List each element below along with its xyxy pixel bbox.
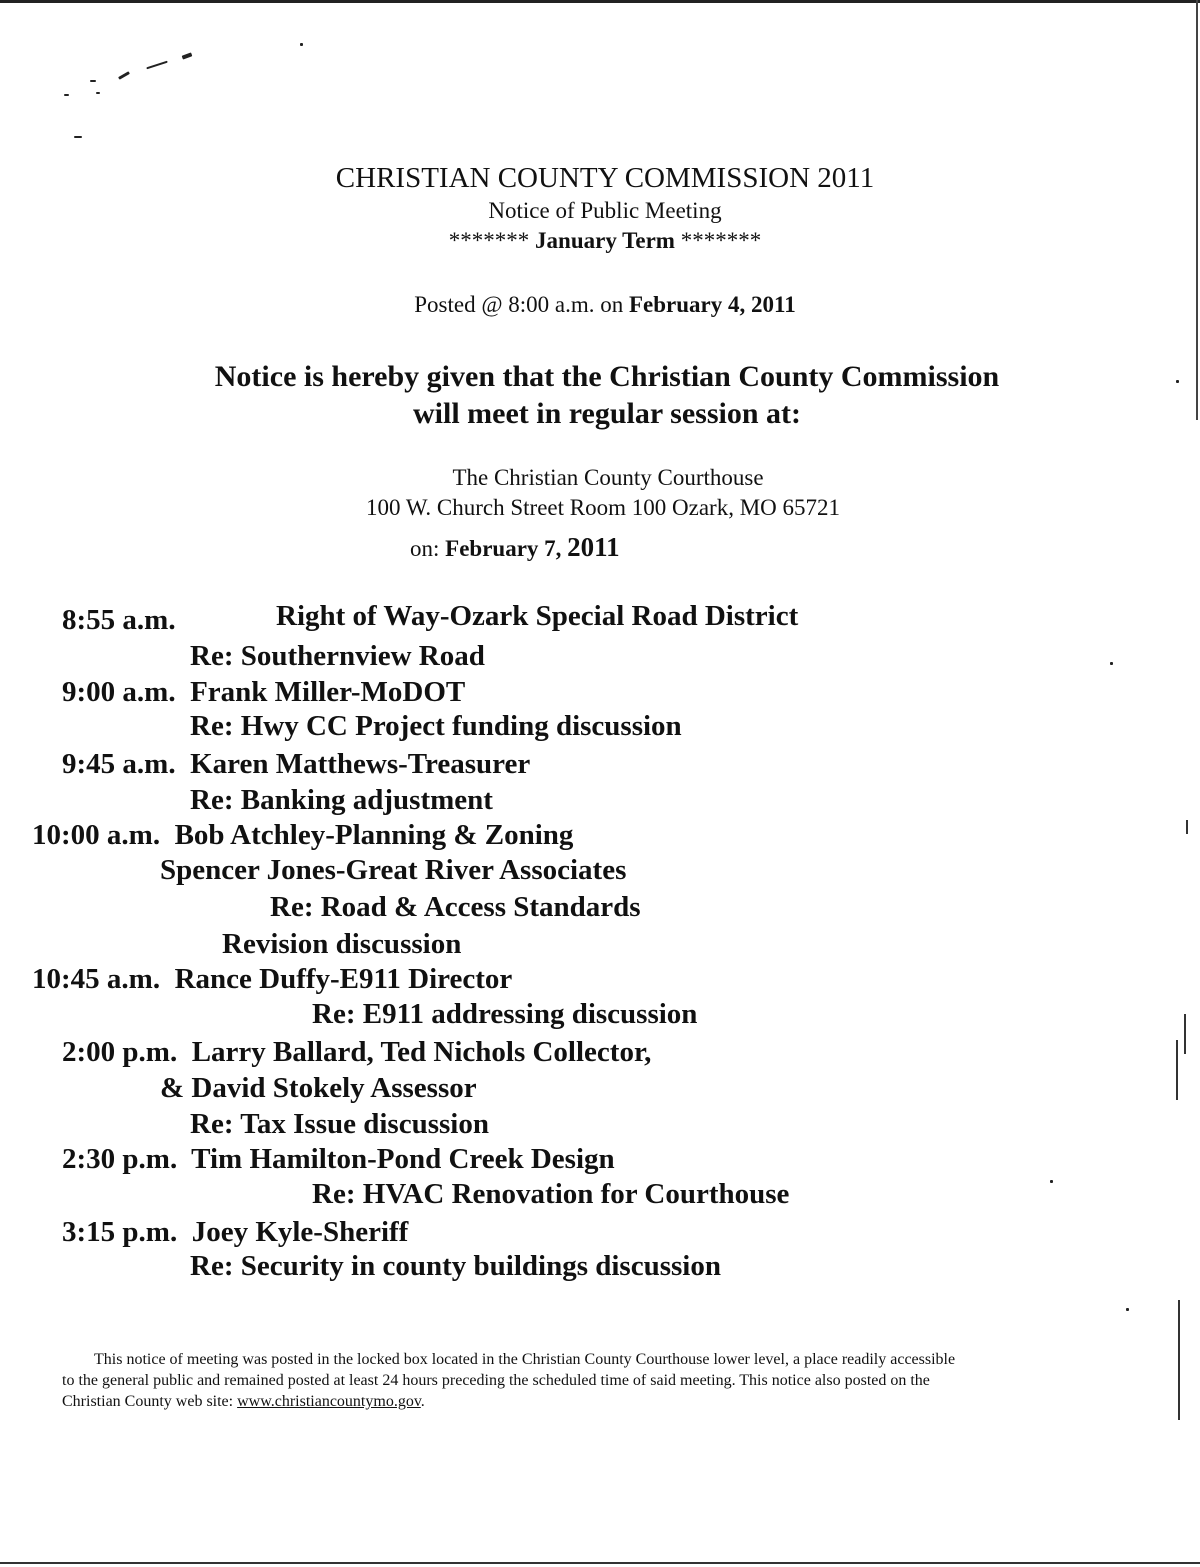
posting-notice-line (62, 1391, 1154, 1412)
meeting-date-year: 2011 (567, 532, 620, 562)
scan-mark (1176, 1040, 1178, 1100)
agenda-regarding-continued: Revision discussion (222, 928, 462, 960)
meeting-date-line (410, 532, 620, 563)
term-label: January Term (535, 228, 675, 253)
website-period: . (420, 1393, 425, 1410)
agenda-item: 10:45 a.m. Rance Duffy-E911 Director (32, 963, 513, 995)
agenda-item-continued: Spencer Jones-Great River Associates (160, 854, 627, 886)
page-title: CHRISTIAN COUNTY COMMISSION 2011 (335, 162, 875, 194)
agenda-regarding: Re: Tax Issue discussion (190, 1108, 489, 1140)
term-stars-left: ******* (448, 228, 530, 253)
agenda-item: 10:00 a.m. Bob Atchley-Planning & Zoning (32, 819, 574, 851)
scan-speck (64, 94, 69, 96)
posting-notice-line: to the general public and remained posted at least 24 hours preceding the scheduled time of said meeting. This notice also posted on the (62, 1372, 930, 1389)
scan-speck (1050, 1180, 1053, 1183)
scan-mark (1184, 1014, 1186, 1054)
posting-notice (62, 1349, 1154, 1412)
website-link[interactable]: www.christiancountymo.gov (237, 1393, 421, 1410)
scan-speck (182, 52, 193, 59)
agenda-regarding: Re: Security in county buildings discussion (190, 1250, 721, 1282)
agenda-regarding: Re: HVAC Renovation for Courthouse (312, 1178, 790, 1210)
term-stars-right: ******* (680, 228, 762, 253)
agenda-regarding: Re: Southernview Road (190, 640, 485, 672)
meeting-date-label: on: (410, 536, 440, 561)
scan-edge-top (0, 0, 1200, 3)
location-address: 100 W. Church Street Room 100 Ozark, MO 65721 (365, 495, 840, 520)
scan-speck (146, 61, 168, 70)
scan-speck (96, 92, 100, 94)
page-subtitle: Notice of Public Meeting (488, 198, 722, 223)
website-label: Christian County web site: (62, 1393, 234, 1410)
agenda-item: 2:30 p.m. Tim Hamilton-Pond Creek Design (62, 1143, 615, 1175)
notice-line-1: Notice is hereby given that the Christian County Commission (214, 360, 1000, 393)
agenda-item: 2:00 p.m. Larry Ballard, Ted Nichols Collector, (62, 1036, 652, 1068)
scan-speck (300, 43, 303, 46)
agenda-item-continued: & David Stokely Assessor (160, 1072, 477, 1104)
scan-speck (118, 71, 130, 80)
term-line (0, 228, 1200, 254)
agenda-item: 9:45 a.m. Karen Matthews-Treasurer (62, 748, 531, 780)
scan-mark (1178, 1300, 1180, 1420)
location-name: The Christian County Courthouse (452, 465, 764, 490)
scan-edge-bottom (0, 1562, 1200, 1564)
notice-line-2: will meet in regular session at: (412, 397, 802, 430)
agenda-item: 9:00 a.m. Frank Miller-MoDOT (62, 676, 466, 708)
agenda-time: 8:55 a.m. (62, 604, 176, 636)
meeting-date-month: February 7, (445, 536, 562, 561)
agenda-regarding: Re: E911 addressing discussion (312, 998, 698, 1030)
agenda-regarding: Re: Banking adjustment (190, 784, 493, 816)
posted-date: February 4, 2011 (629, 292, 796, 317)
posted-line (0, 292, 1200, 318)
agenda-item: 3:15 p.m. Joey Kyle-Sheriff (62, 1216, 409, 1248)
scan-speck (74, 136, 82, 138)
agenda-regarding: Re: Hwy CC Project funding discussion (190, 710, 682, 742)
posted-prefix: Posted @ 8:00 a.m. on (414, 292, 624, 317)
scan-mark (1186, 820, 1188, 834)
posting-notice-line: This notice of meeting was posted in the locked box located in the Christian County Courthouse lower level, a place readily accessible (94, 1351, 956, 1368)
agenda-regarding: Re: Road & Access Standards (270, 891, 641, 923)
scan-speck (90, 80, 96, 82)
scan-speck (1126, 1308, 1129, 1311)
agenda-item: Right of Way-Ozark Special Road District (276, 600, 799, 632)
scan-speck (1110, 662, 1113, 665)
